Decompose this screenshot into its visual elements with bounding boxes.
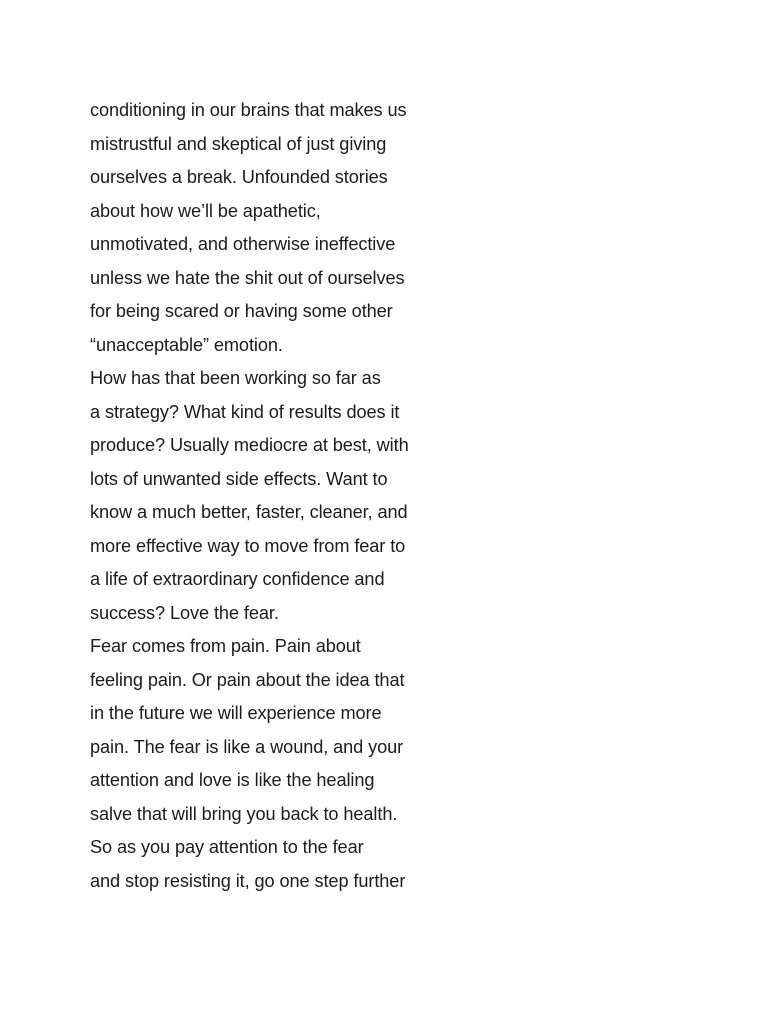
text-line: about how we’ll be apathetic, bbox=[90, 200, 321, 221]
text-line: salve that will bring you back to health. bbox=[90, 803, 398, 824]
text-line: feeling pain. Or pain about the idea that bbox=[90, 669, 405, 690]
text-line: unmotivated, and otherwise ineffective bbox=[90, 234, 396, 254]
text-line: mistrustful and skeptical of just giving bbox=[90, 133, 387, 154]
text-line: a strategy? What kind of results does it bbox=[90, 401, 400, 422]
text-line: pain. The fear is like a wound, and your bbox=[90, 736, 404, 757]
text-line: know a much better, faster, cleaner, and bbox=[90, 502, 408, 522]
text-line: How has that been working so far as bbox=[90, 368, 381, 388]
text-line: and stop resisting it, go one step further bbox=[90, 870, 406, 891]
text-line: produce? Usually mediocre at best, with bbox=[90, 435, 409, 455]
text-line: unless we hate the shit out of ourselves bbox=[90, 267, 405, 288]
text-line: in the future we will experience more bbox=[90, 703, 382, 723]
text-line: success? Love the fear. bbox=[90, 602, 279, 623]
text-line: ourselves a break. Unfounded stories bbox=[90, 167, 388, 187]
body-text bbox=[90, 94, 470, 898]
text-line: lots of unwanted side effects. Want to bbox=[90, 468, 388, 489]
text-line: a life of extraordinary confidence and bbox=[90, 569, 385, 589]
text-line: “unacceptable” emotion. bbox=[90, 334, 283, 355]
text-line: conditioning in our brains that makes us bbox=[90, 100, 407, 120]
text-line: attention and love is like the healing bbox=[90, 770, 375, 790]
text-line: So as you pay attention to the fear bbox=[90, 837, 364, 857]
text-line: more effective way to move from fear to bbox=[90, 535, 406, 556]
text-line: Fear comes from pain. Pain about bbox=[90, 636, 361, 656]
text-line: for being scared or having some other bbox=[90, 301, 393, 321]
